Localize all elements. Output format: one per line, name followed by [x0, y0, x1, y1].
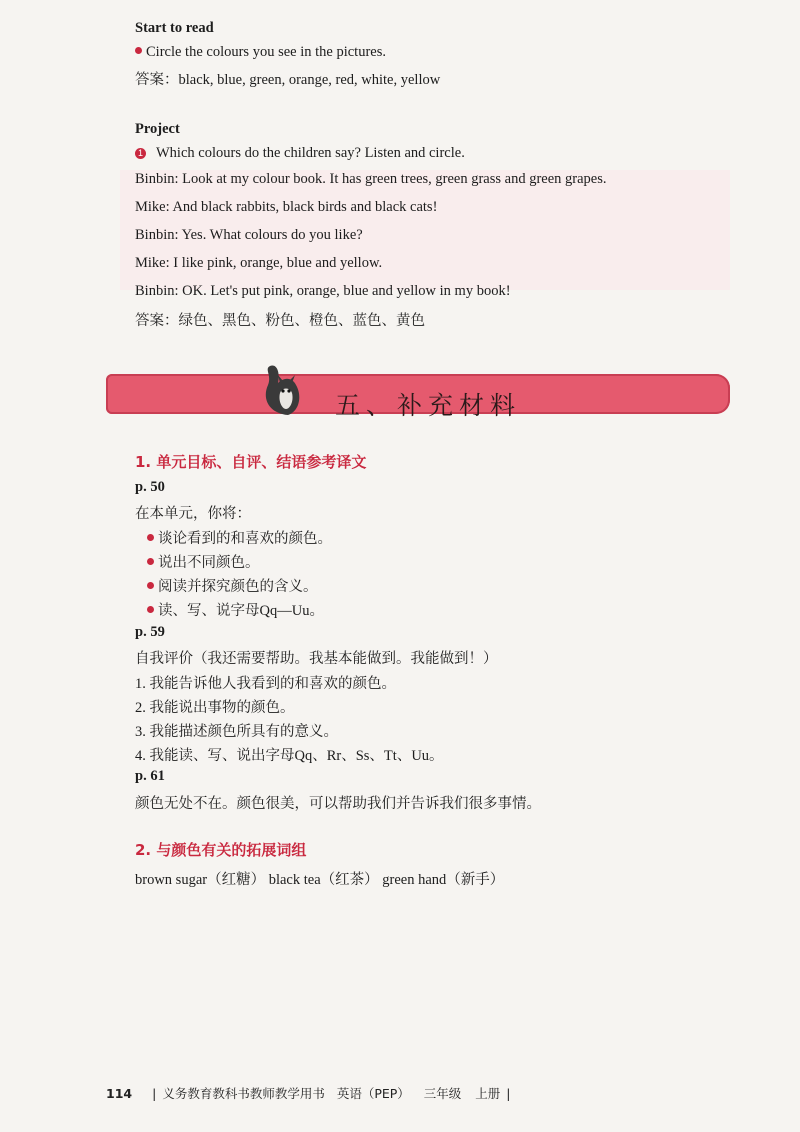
- bullet-icon: [147, 558, 154, 565]
- dialog-line: Binbin: Look at my colour book. It has green trees, green grass and green grapes.: [135, 171, 607, 187]
- page-ref-p61: p. 61: [135, 768, 165, 784]
- phrase-list: brown sugar（红糖） black tea（红茶） green hand（新手）: [135, 872, 505, 888]
- footer-subject: 英语（PEP）: [336, 1086, 410, 1101]
- instruction-text: Circle the colours you see in the pictures.: [146, 44, 386, 60]
- goal-bullet: [147, 575, 318, 596]
- p59-intro: 自我评价（我还需要帮助。我基本能做到。我能做到！）: [135, 651, 498, 667]
- bullet-icon: [147, 582, 154, 589]
- dialog-line: Binbin: Yes. What colours do you like?: [135, 227, 363, 243]
- banner-title: 五、补充材料: [335, 391, 522, 420]
- project-answer: 答案：绿色、黑色、粉色、橙色、蓝色、黄色: [135, 313, 425, 329]
- project-instruction: [135, 145, 465, 162]
- start-to-read-answer: 答案：black, blue, green, orange, red, white, yellow: [135, 72, 441, 88]
- bullet-icon: [135, 47, 142, 54]
- self-eval-item: 3. 我能描述颜色所具有的意义。: [135, 724, 338, 740]
- self-eval-item: 1. 我能告诉他人我看到的和喜欢的颜色。: [135, 676, 396, 692]
- section-1-heading: 1. 单元目标、自评、结语参考译文: [135, 453, 367, 471]
- footer-book-title: 义务教育教科书教师教学用书: [162, 1086, 325, 1101]
- goal-bullet: [147, 527, 332, 548]
- number-one-icon: 1: [135, 148, 146, 159]
- start-to-read-instruction: [135, 44, 386, 61]
- dialog-line: Mike: I like pink, orange, blue and yellow.: [135, 255, 383, 271]
- goal-bullet: [147, 551, 260, 572]
- bullet-icon: [147, 606, 154, 613]
- page-number: 114: [106, 1086, 133, 1101]
- goal-text: 说出不同颜色。: [158, 555, 260, 571]
- dialog-line: Mike: And black rabbits, black birds and black cats!: [135, 199, 438, 215]
- page-footer: 114 | 义务教育教科书教师教学用书 英语（PEP） 三年级 上册 |: [106, 1086, 511, 1101]
- page-ref-p50: p. 50: [135, 479, 165, 495]
- squirrel-icon: [258, 363, 308, 418]
- dialog-line: Binbin: OK. Let's put pink, orange, blue and yellow in my book!: [135, 283, 511, 299]
- start-to-read-heading: Start to read: [135, 20, 214, 36]
- instruction-text: Which colours do the children say? Listen and circle.: [156, 145, 465, 161]
- p50-intro: 在本单元，你将：: [135, 506, 251, 522]
- project-heading: Project: [135, 121, 180, 137]
- goal-bullet: [147, 599, 324, 620]
- footer-volume: 上册: [475, 1086, 501, 1101]
- p61-text: 颜色无处不在。颜色很美，可以帮助我们并告诉我们很多事情。: [135, 796, 541, 812]
- self-eval-item: 4. 我能读、写、说出字母Qq、Rr、Ss、Tt、Uu。: [135, 748, 444, 764]
- goal-text: 谈论看到的和喜欢的颜色。: [158, 531, 332, 547]
- self-eval-item: 2. 我能说出事物的颜色。: [135, 700, 295, 716]
- page-ref-p59: p. 59: [135, 624, 165, 640]
- footer-grade: 三年级: [423, 1086, 462, 1101]
- section-2-heading: 2. 与颜色有关的拓展词组: [135, 841, 307, 859]
- goal-text: 读、写、说字母Qq—Uu。: [158, 603, 324, 619]
- goal-text: 阅读并探究颜色的含义。: [158, 579, 318, 595]
- bullet-icon: [147, 534, 154, 541]
